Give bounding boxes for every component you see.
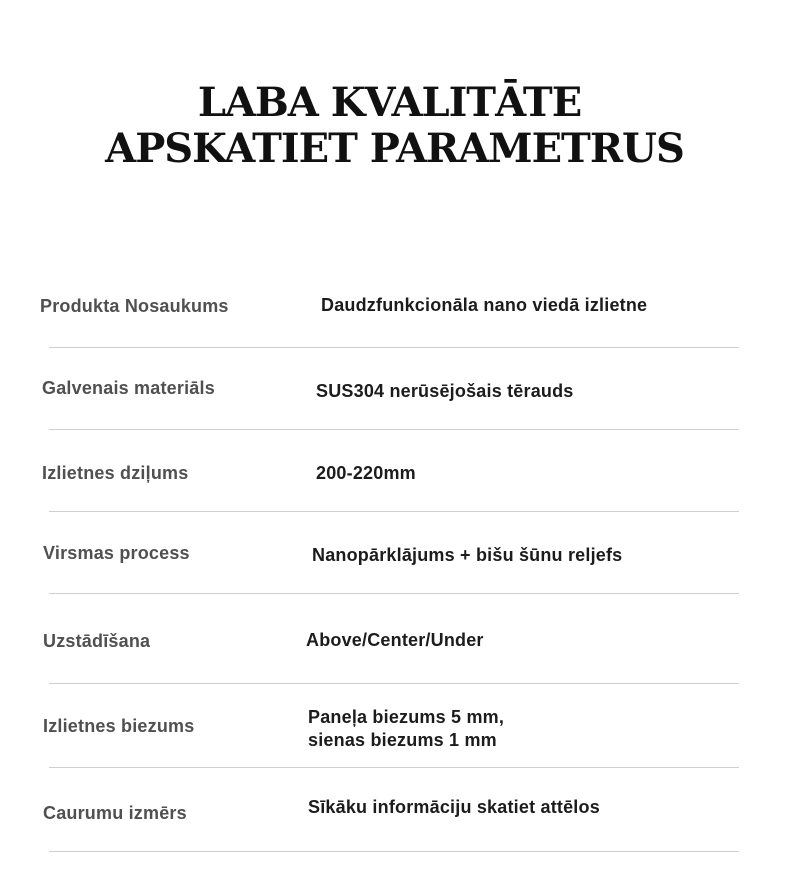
spec-label-sink-depth: Izlietnes dziļums xyxy=(42,463,189,483)
row-divider xyxy=(49,593,739,594)
spec-value-installation: Above/Center/Under xyxy=(306,630,484,650)
spec-label-product-name: Produkta Nosaukums xyxy=(40,296,229,316)
spec-value-hole-size: Sīkāku informāciju skatiet attēlos xyxy=(308,797,600,817)
spec-value-sink-thickness-line-1: Paneļa biezums 5 mm, xyxy=(308,707,505,727)
spec-value-sink-thickness-line-2: sienas biezums 1 mm xyxy=(308,730,497,750)
spec-label-surface-process: Virsmas process xyxy=(43,543,190,563)
row-divider xyxy=(49,347,739,348)
spec-value-main-material: SUS304 nerūsējošais tērauds xyxy=(316,381,574,401)
spec-label-sink-thickness: Izlietnes biezums xyxy=(43,716,195,736)
row-divider xyxy=(49,767,739,768)
row-divider xyxy=(49,683,739,684)
page-title-line-2: APSKATIET PARAMETRUS xyxy=(105,125,684,172)
row-divider xyxy=(49,851,739,852)
page-title-line-1: LABA KVALITĀTE xyxy=(197,79,582,126)
spec-value-surface-process: Nanopārklājums + bišu šūnu reljefs xyxy=(312,545,623,565)
row-divider xyxy=(49,511,739,512)
spec-value-sink-depth: 200-220mm xyxy=(316,463,416,483)
spec-label-installation: Uzstādīšana xyxy=(43,631,151,651)
spec-value-product-name: Daudzfunkcionāla nano viedā izlietne xyxy=(321,295,648,315)
spec-label-main-material: Galvenais materiāls xyxy=(42,378,215,398)
row-divider xyxy=(49,429,739,430)
spec-label-hole-size: Caurumu izmērs xyxy=(43,803,187,823)
